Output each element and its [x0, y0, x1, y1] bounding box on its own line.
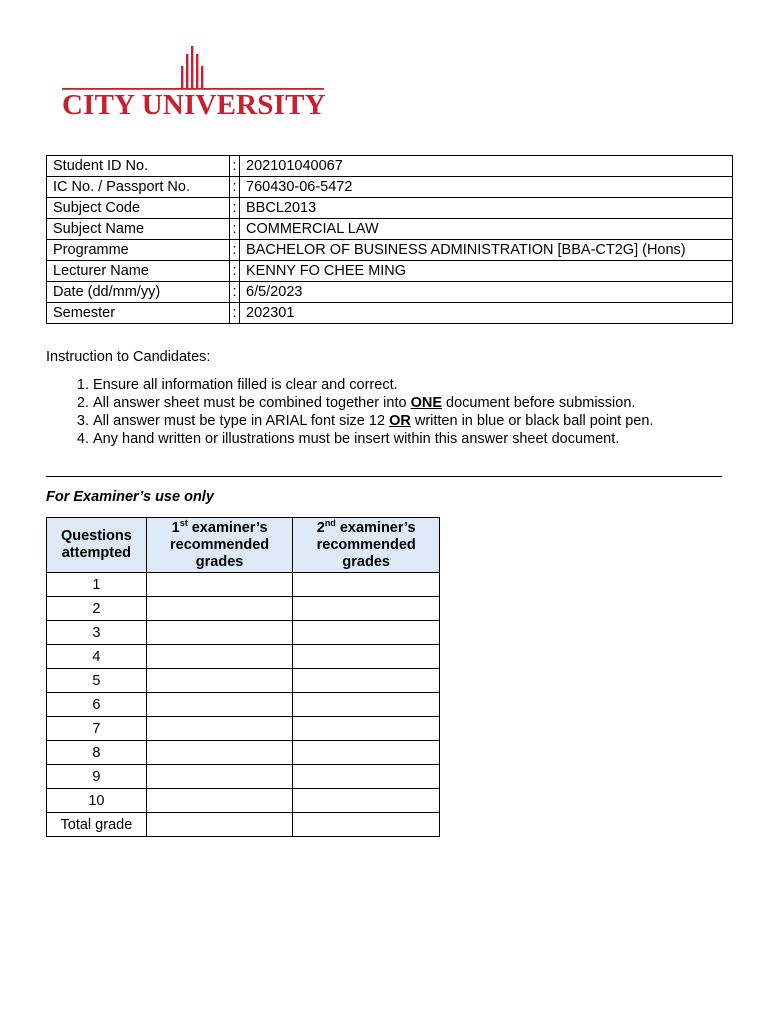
- instruction-text: All answer sheet must be combined together into: [93, 395, 411, 411]
- instruction-emphasis: ONE: [410, 395, 442, 411]
- grade-row: [47, 789, 440, 813]
- info-value: 202101040067: [240, 156, 733, 177]
- question-number: 5: [47, 669, 147, 693]
- grade-row: [47, 693, 440, 717]
- info-separator: :: [230, 219, 240, 240]
- grade-row: [47, 597, 440, 621]
- grade-row: [47, 621, 440, 645]
- grades-table: [46, 517, 440, 837]
- second-examiner-grade-cell: [293, 669, 440, 693]
- info-row: [47, 240, 733, 261]
- instruction-item: [93, 394, 768, 412]
- instruction-text: All answer must be type in ARIAL font size 12: [93, 413, 390, 429]
- instruction-text: written in blue or black ball point pen.: [410, 413, 654, 429]
- info-row: [47, 303, 733, 324]
- info-separator: :: [230, 261, 240, 282]
- second-examiner-grade-cell: [293, 789, 440, 813]
- question-number: 10: [47, 789, 147, 813]
- instruction-item: [93, 376, 768, 394]
- first-examiner-grade-cell: [146, 693, 293, 717]
- second-examiner-grade-cell: [293, 741, 440, 765]
- instruction-item: [93, 412, 768, 430]
- question-number: 1: [47, 573, 147, 597]
- info-value: 760430-06-5472: [240, 177, 733, 198]
- header-first-examiner-sup: st: [179, 517, 188, 528]
- first-examiner-grade-cell: [146, 645, 293, 669]
- info-value: 6/5/2023: [240, 282, 733, 303]
- second-examiner-grade-cell: [293, 765, 440, 789]
- grade-row: [47, 741, 440, 765]
- info-row: [47, 261, 733, 282]
- info-label: Lecturer Name: [47, 261, 230, 282]
- info-label: Semester: [47, 303, 230, 324]
- question-number: 8: [47, 741, 147, 765]
- question-number: 2: [47, 597, 147, 621]
- info-value: BBCL2013: [240, 198, 733, 219]
- header-first-examiner: [146, 518, 293, 573]
- header-questions-attempted: Questions attempted: [47, 518, 147, 573]
- header-first-examiner-text: examiner’s recommended grades: [170, 519, 270, 570]
- info-separator: :: [230, 282, 240, 303]
- header-second-examiner-num: 2: [316, 519, 325, 536]
- first-examiner-grade-cell: [146, 813, 293, 837]
- second-examiner-grade-cell: [293, 645, 440, 669]
- grade-row: [47, 717, 440, 741]
- second-examiner-grade-cell: [293, 717, 440, 741]
- info-label: Date (dd/mm/yy): [47, 282, 230, 303]
- second-examiner-grade-cell: [293, 621, 440, 645]
- info-value: 202301: [240, 303, 733, 324]
- divider: [46, 476, 722, 477]
- first-examiner-grade-cell: [146, 741, 293, 765]
- info-row: [47, 282, 733, 303]
- info-label: IC No. / Passport No.: [47, 177, 230, 198]
- info-separator: :: [230, 156, 240, 177]
- question-number: 6: [47, 693, 147, 717]
- instructions-title: Instruction to Candidates:: [46, 349, 211, 365]
- question-number: 4: [47, 645, 147, 669]
- first-examiner-grade-cell: [146, 573, 293, 597]
- question-number: 9: [47, 765, 147, 789]
- university-logo: [62, 46, 324, 122]
- question-number: 7: [47, 717, 147, 741]
- instruction-emphasis: OR: [389, 413, 411, 429]
- info-label: Programme: [47, 240, 230, 261]
- info-label: Subject Name: [47, 219, 230, 240]
- instruction-text: Any hand written or illustrations must be insert within this answer sheet document.: [93, 431, 620, 447]
- first-examiner-grade-cell: [146, 669, 293, 693]
- grade-row: [47, 573, 440, 597]
- info-row: [47, 177, 733, 198]
- building-logo-mark: [62, 46, 324, 92]
- info-separator: :: [230, 303, 240, 324]
- info-value: BACHELOR OF BUSINESS ADMINISTRATION [BBA-CT2G] (Hons): [240, 240, 733, 261]
- info-row: [47, 198, 733, 219]
- grade-row: [47, 765, 440, 789]
- header-first-examiner-num: 1: [171, 519, 180, 536]
- second-examiner-grade-cell: [293, 573, 440, 597]
- header-second-examiner: [293, 518, 440, 573]
- info-row: [47, 156, 733, 177]
- instructions-list: [46, 376, 768, 448]
- first-examiner-grade-cell: [146, 621, 293, 645]
- info-label: Student ID No.: [47, 156, 230, 177]
- grade-row: [47, 645, 440, 669]
- question-number: 3: [47, 621, 147, 645]
- grade-row: [47, 813, 440, 837]
- info-separator: :: [230, 240, 240, 261]
- grade-row: [47, 669, 440, 693]
- info-separator: :: [230, 198, 240, 219]
- info-value: COMMERCIAL LAW: [240, 219, 733, 240]
- instruction-text: document before submission.: [442, 395, 636, 411]
- info-value: KENNY FO CHEE MING: [240, 261, 733, 282]
- header-second-examiner-sup: nd: [324, 517, 336, 528]
- first-examiner-grade-cell: [146, 789, 293, 813]
- examiner-section-title: For Examiner’s use only: [46, 489, 214, 505]
- student-info-table: [46, 155, 733, 324]
- second-examiner-grade-cell: [293, 813, 440, 837]
- logo-wordmark: CITY UNIVERSITY: [62, 89, 326, 121]
- header-second-examiner-text: examiner’s recommended grades: [316, 519, 416, 570]
- second-examiner-grade-cell: [293, 597, 440, 621]
- first-examiner-grade-cell: [146, 717, 293, 741]
- first-examiner-grade-cell: [146, 597, 293, 621]
- question-number: Total grade: [47, 813, 147, 837]
- info-separator: :: [230, 177, 240, 198]
- second-examiner-grade-cell: [293, 693, 440, 717]
- info-row: [47, 219, 733, 240]
- first-examiner-grade-cell: [146, 765, 293, 789]
- info-label: Subject Code: [47, 198, 230, 219]
- instruction-text: Ensure all information filled is clear and correct.: [93, 377, 398, 393]
- instruction-item: [93, 430, 768, 448]
